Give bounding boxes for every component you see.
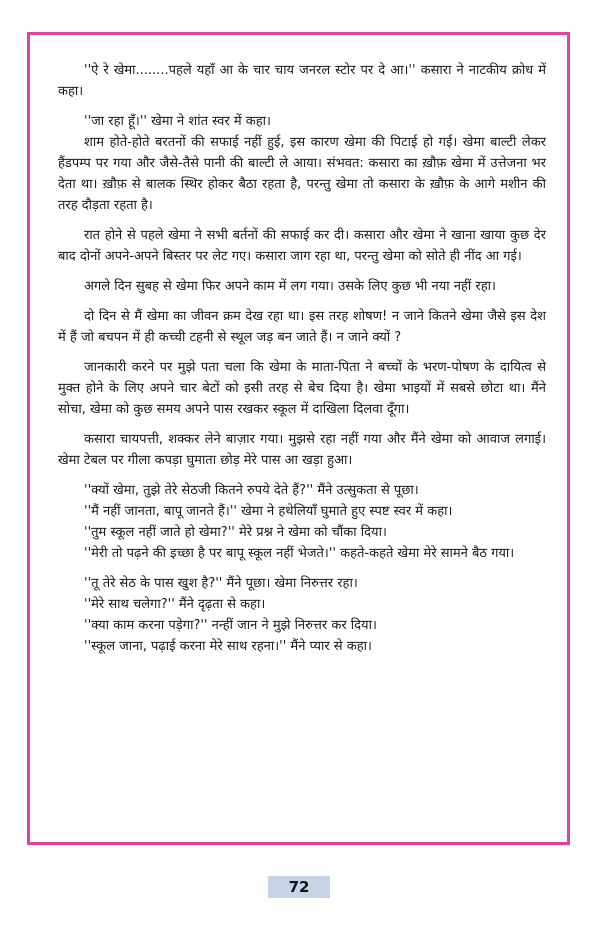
paragraph: अगले दिन सुबह से खेमा फिर अपने काम में लग गया। उसके लिए कुछ भी नया नहीं रहा।: [84, 279, 496, 294]
paragraph: ''स्कूल जाना, पढ़ाई करना मेरे साथ रहना।'' मैंने प्यार से कहा।: [84, 639, 372, 654]
paragraph-gap: [58, 267, 546, 276]
paragraph: दो दिन से मैं खेमा का जीवन क्रम देख रहा था। इस तरह शोषण! न जाने कितने खेमा जैसे इस देश में हैं जो बचपन में ही कच्ची टहनी से स्थूल जड़ बन जाते हैं। न जाने क्यों ?: [58, 309, 546, 345]
paragraph: कसारा चायपत्ती, शक्कर लेने बाज़ार गया। मुझसे रहा नहीं गया और मैंने खेमा को आवाज लगाई। खेमा टेबल पर गीला कपड़ा घुमाता छोड़ मेरे पास आ खड़ा हुआ।: [58, 432, 546, 468]
paragraph: ''मेरी तो पढ़ने की इच्छा है पर बापू स्कूल नहीं भेजते।'' कहते-कहते खेमा मेरे सामने बैठ गया।: [84, 546, 515, 561]
paragraph: ''मैं नहीं जानता, बापू जानते हैं।'' खेमा ने हथेलियाँ घुमाते हुए स्पष्ट स्वर में कहा।: [84, 504, 453, 519]
paragraph: ''मेरे साथ चलेगा?'' मैंने दृढ़ता से कहा।: [84, 597, 266, 612]
paragraph-gap: [58, 102, 546, 111]
paragraph-gap: [58, 564, 546, 573]
paragraph-gap: [58, 471, 546, 480]
paragraph: ''ऐ रे खेमा........पहले यहाँ आ के चार चाय जनरल स्टोर पर दे आ।'' कसारा ने नाटकीय क्रोध में कहा।: [58, 63, 546, 99]
paragraph-gap: [58, 420, 546, 429]
paragraph-gap: [58, 348, 546, 357]
paragraph-gap: [58, 216, 546, 225]
page-number: 72: [268, 876, 330, 898]
paragraph: ''जा रहा हूँ।'' खेमा ने शांत स्वर में कहा।: [84, 114, 271, 129]
paragraph: ''क्यों खेमा, तुझे तेरे सेठजी कितने रुपये देते हैं?'' मैंने उत्सुकता से पूछा।: [84, 483, 419, 498]
story-text: [58, 60, 546, 657]
paragraph: ''क्या काम करना पड़ेगा?'' नन्हीं जान ने मुझे निरुत्तर कर दिया।: [84, 618, 377, 633]
paragraph: ''तुम स्कूल नहीं जाते हो खेमा?'' मेरे प्रश्न ने खेमा को चौंका दिया।: [84, 525, 387, 540]
paragraph-gap: [58, 297, 546, 306]
paragraph: जानकारी करने पर मुझे पता चला कि खेमा के माता-पिता ने बच्चों के भरण-पोषण के दायित्व से मुक्त होने के लिए अपने चार बेटों को इसी तरह से बेच दिया है। खेमा भाइयों में सबसे छोटा था। मैंने सोचा, खेमा को कुछ समय अपने पास रखकर स्कूल में दाखिला दिलवा दूँगा।: [58, 360, 546, 417]
paragraph: ''तू तेरे सेठ के पास खुश है?'' मैंने पूछा। खेमा निरुत्तर रहा।: [84, 576, 358, 591]
paragraph: शाम होते-होते बरतनों की सफाई नहीं हुई, इस कारण खेमा की पिटाई हो गई। खेमा बाल्टी लेकर हैंडपम्प पर गया और जैसे-तैसे पानी की बाल्टी ले आया। संभवत: कसारा का ख़ौफ़ खेमा में उत्तेजना भर देता था। ख़ौफ़ से बालक स्थिर होकर बैठा रहता है, परन्तु खेमा तो कसारा के ख़ौफ़ के आगे मशीन की तरह दौड़ता रहता है।: [58, 135, 546, 213]
paragraph: रात होने से पहले खेमा ने सभी बर्तनों की सफाई कर दी। कसारा और खेमा ने खाना खाया कुछ देर बाद दोनों अपने-अपने बिस्तर पर लेट गए। कसारा जाग रहा था, परन्तु खेमा को सोते ही नींद आ गई।: [58, 228, 546, 264]
